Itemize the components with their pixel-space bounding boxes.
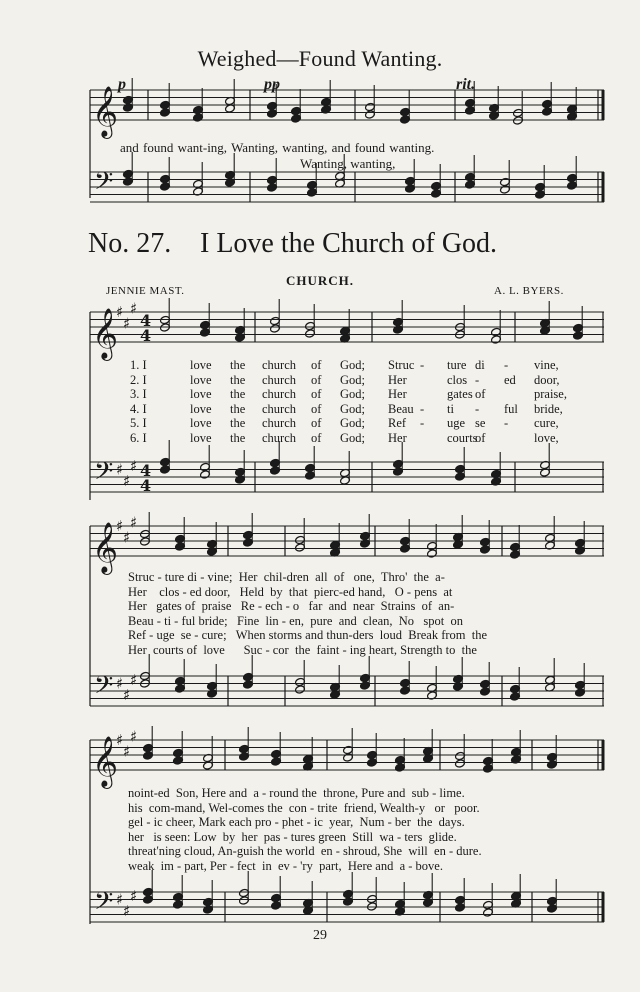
hymn-heading bbox=[88, 228, 497, 260]
lyric-syllable: Her bbox=[388, 372, 407, 387]
lyric-syllable: love bbox=[190, 401, 212, 416]
sharp-icon: ♯ bbox=[116, 674, 124, 693]
lyricist-credit: JENNIE MAST. bbox=[106, 285, 185, 297]
tune-name: CHURCH. bbox=[285, 273, 355, 288]
lyric-syllable: ture bbox=[447, 358, 467, 372]
lyric-syllable: ful bbox=[504, 401, 518, 416]
bass-clef-icon: 𝄢 bbox=[94, 457, 114, 492]
sharp-icon: ♯ bbox=[130, 456, 138, 475]
sharp-icon: ♯ bbox=[123, 742, 131, 761]
lyric-syllable: Ref bbox=[388, 416, 407, 430]
lyric-syllable: love bbox=[190, 416, 212, 430]
bass-clef-icon: 𝄢 bbox=[94, 167, 114, 202]
lyric-syllable: door, bbox=[534, 372, 560, 387]
lyric-syllable: clos bbox=[447, 372, 468, 387]
lyric-syllable: the bbox=[230, 387, 246, 401]
lyric-syllable: 3. I bbox=[130, 387, 147, 401]
lyric-syllable: church bbox=[262, 401, 297, 416]
lyric-syllable: 5. I bbox=[130, 416, 147, 430]
verse-1-system3: noint-ed Son, Here and a - round the throne, Pure and sub - lime. bbox=[128, 786, 465, 800]
verse-6-system3: weak im - part, Per - fect in ev - 'ry part, Here and a - bove. bbox=[128, 859, 443, 873]
lyric-syllable: God; bbox=[340, 372, 365, 387]
lyric-syllable: 1. I bbox=[130, 358, 147, 372]
lyric-syllable: the bbox=[230, 401, 246, 416]
lyric-syllable: love bbox=[190, 358, 212, 372]
treble-clef-icon: 𝄞 bbox=[92, 736, 119, 787]
time-signature-numerator: 4 bbox=[140, 311, 152, 330]
verse-5-system2: Ref - uge se - cure; When storms and thun-ders loud Break from the bbox=[128, 628, 488, 643]
lyric-syllable: of bbox=[311, 430, 322, 445]
lyric-syllable: Her bbox=[388, 387, 407, 401]
lyric-syllable: of bbox=[311, 387, 322, 401]
lyric-syllable: God; bbox=[340, 401, 365, 416]
lyric-syllable: se bbox=[475, 416, 486, 430]
lyric-syllable: of bbox=[475, 430, 486, 445]
verse-3-system2: Her gates of praise Re - ech - o far and near Strains of an- bbox=[128, 599, 455, 614]
lyric-syllable: love bbox=[190, 372, 212, 387]
time-signature-numerator: 4 bbox=[140, 461, 152, 480]
lyric-syllable: God; bbox=[340, 416, 365, 430]
sharp-icon: ♯ bbox=[123, 685, 131, 704]
sharp-icon: ♯ bbox=[130, 727, 138, 746]
lyric-syllable: uge bbox=[447, 416, 466, 430]
verse-5-system3: threat'ning cloud, An-guish the world en - shroud, She will en - dure. bbox=[128, 844, 482, 859]
lyric-syllable: of bbox=[311, 358, 322, 372]
verse-2-system3: his com-mand, Wel-comes the con - trite friend, Wealth-y or poor. bbox=[128, 800, 480, 815]
lyric-syllable: the bbox=[230, 372, 246, 387]
lyric-syllable: - bbox=[475, 372, 480, 387]
time-signature-denominator: 4 bbox=[140, 326, 152, 345]
verse-4-system2: Beau - ti - ful bride; Fine lin - en, pure and clean, No spot on bbox=[128, 613, 463, 628]
prev-hymn-lyric-line-2: Wanting, wanting, bbox=[300, 156, 396, 171]
lyric-syllable: church bbox=[262, 416, 297, 430]
dynamic-pianissimo: pp bbox=[264, 76, 280, 93]
hymn-number: No. 27. bbox=[88, 228, 172, 259]
lyric-syllable: cure, bbox=[534, 416, 559, 430]
lyric-syllable: ti bbox=[447, 401, 454, 416]
lyric-syllable: of bbox=[311, 372, 322, 387]
treble-clef-icon: 𝄞 bbox=[92, 522, 119, 573]
lyric-syllable: - bbox=[420, 416, 425, 430]
lyric-syllable: - bbox=[475, 401, 480, 416]
composer-credit: A. L. BYERS. bbox=[494, 285, 564, 297]
prev-hymn-lyric-line-1: and found want-ing, Wanting, wanting, and found wanting. bbox=[120, 140, 435, 155]
sharp-icon: ♯ bbox=[123, 528, 131, 547]
lyric-syllable: - bbox=[420, 358, 425, 372]
lyric-syllable: - bbox=[420, 401, 425, 416]
lyric-syllable: Struc bbox=[388, 358, 415, 372]
bass-clef-icon: 𝄢 bbox=[94, 887, 114, 922]
treble-clef-icon: 𝄞 bbox=[92, 308, 119, 359]
verse-6-system2: Her courts of love Suc - cor the faint - ing heart, Strength to the bbox=[128, 643, 477, 657]
lyric-syllable: God; bbox=[340, 358, 365, 372]
prev-hymn-title: Weighed—Found Wanting. bbox=[197, 46, 443, 71]
dynamic-piano: p bbox=[118, 76, 126, 93]
lyric-syllable: courts bbox=[447, 430, 478, 445]
lyric-syllable: - bbox=[504, 358, 509, 372]
lyric-syllable: of bbox=[311, 401, 322, 416]
lyric-syllable: church bbox=[262, 430, 297, 445]
verse-2-system2: Her clos - ed door, Held by that pierc-ed hand, O - pens at bbox=[128, 584, 453, 599]
sharp-icon: ♯ bbox=[116, 460, 124, 479]
lyric-syllable: God; bbox=[340, 430, 365, 445]
hymn-title: I Love the Church of God. bbox=[200, 228, 498, 259]
lyric-syllable: Beau bbox=[388, 401, 414, 416]
sharp-icon: ♯ bbox=[123, 314, 131, 333]
verse-4-system3: her is seen: Low by her pas - tures green Still wa - ters glide. bbox=[128, 829, 457, 844]
dynamic-ritardando: rit. bbox=[456, 76, 476, 93]
lyric-syllable: vine, bbox=[534, 358, 559, 372]
sharp-icon: ♯ bbox=[116, 731, 124, 749]
lyric-syllable: church bbox=[262, 358, 297, 372]
sharp-icon: ♯ bbox=[123, 901, 131, 920]
verse-1-system2: Struc - ture di - vine; Her chil-dren all of one, Thro' the a- bbox=[128, 570, 445, 584]
lyric-syllable: the bbox=[230, 430, 246, 445]
sharp-icon: ♯ bbox=[130, 299, 138, 318]
page-number: 29 bbox=[313, 928, 327, 943]
lyric-syllable: 4. I bbox=[130, 401, 147, 416]
time-signature-denominator: 4 bbox=[140, 476, 152, 495]
sharp-icon: ♯ bbox=[116, 303, 124, 321]
lyric-syllable: the bbox=[230, 416, 246, 430]
lyric-syllable: church bbox=[262, 387, 297, 401]
lyric-syllable: di bbox=[475, 358, 485, 372]
lyric-syllable: love bbox=[190, 387, 212, 401]
lyric-syllable: 2. I bbox=[130, 372, 147, 387]
lyric-syllable: gates bbox=[447, 387, 473, 401]
lyric-syllable: ed bbox=[504, 372, 516, 387]
lyric-syllable: love bbox=[190, 430, 212, 445]
bass-clef-icon: 𝄢 bbox=[94, 671, 114, 706]
lyric-syllable: 6. I bbox=[130, 430, 147, 445]
lyric-syllable: of bbox=[475, 387, 486, 401]
lyric-syllable: church bbox=[262, 372, 297, 387]
sharp-icon: ♯ bbox=[116, 517, 124, 535]
sharp-icon: ♯ bbox=[130, 670, 138, 689]
lyric-syllable: love, bbox=[534, 430, 559, 445]
lyric-syllable: - bbox=[504, 416, 509, 430]
lyric-syllable: the bbox=[230, 358, 246, 372]
sharp-icon: ♯ bbox=[130, 513, 138, 532]
sharp-icon: ♯ bbox=[116, 890, 124, 909]
lyric-syllable: praise, bbox=[534, 387, 567, 401]
lyric-syllable: God; bbox=[340, 387, 365, 401]
sharp-icon: ♯ bbox=[123, 471, 131, 490]
treble-clef-icon: 𝄞 bbox=[92, 86, 119, 137]
lyric-syllable: bride, bbox=[534, 401, 563, 416]
lyric-syllable: of bbox=[311, 416, 322, 430]
verse-3-system3: gel - ic cheer, Mark each pro - phet - ic year, Num - ber the days. bbox=[128, 815, 465, 830]
lyric-syllable: Her bbox=[388, 430, 407, 445]
sharp-icon: ♯ bbox=[130, 886, 138, 905]
